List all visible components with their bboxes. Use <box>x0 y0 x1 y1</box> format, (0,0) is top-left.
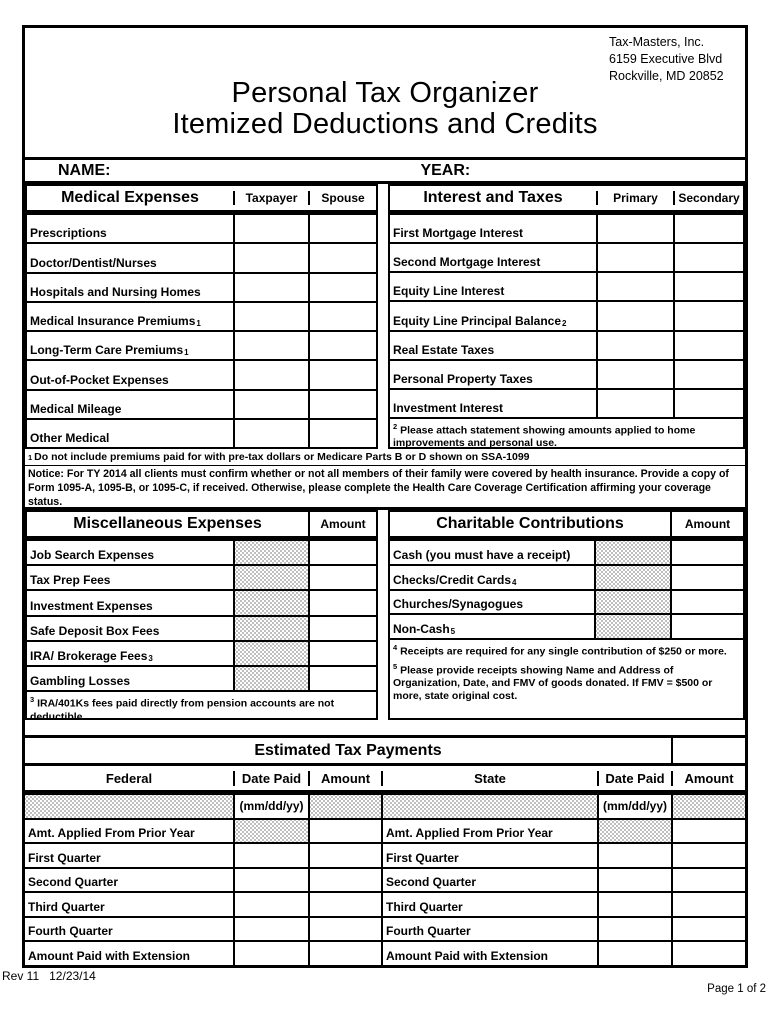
state-date-input-cell[interactable] <box>597 918 671 941</box>
row-label: Job Search Expenses <box>30 548 155 563</box>
row-label: Fourth Quarter <box>28 924 113 939</box>
table-row <box>27 418 376 447</box>
primary-input-cell[interactable] <box>596 390 673 417</box>
federal-column-header: Federal <box>105 770 153 786</box>
row-label: Amt. Applied From Prior Year <box>28 826 195 841</box>
state-date-input-cell[interactable] <box>597 869 671 892</box>
spouse-input-cell[interactable] <box>308 391 376 418</box>
state-date-format: (mm/dd/yy) <box>597 795 671 818</box>
title-line-2: Itemized Deductions and Credits <box>172 108 598 140</box>
row-label: Real Estate Taxes <box>392 342 495 357</box>
row-label: Long-Term Care Premiums $_1$ <box>30 343 189 358</box>
company-name: Tax-Masters, Inc. <box>609 35 705 49</box>
medical-expenses-table <box>25 184 378 449</box>
secondary-input-cell[interactable] <box>673 215 743 242</box>
spouse-input-cell[interactable] <box>308 420 376 447</box>
table-gap <box>378 510 388 720</box>
taxpayer-input-cell[interactable] <box>233 215 308 242</box>
state-amount-input-cell[interactable] <box>671 918 745 941</box>
banner-empty-cell <box>671 738 745 763</box>
shaded-cell <box>597 820 671 843</box>
amount-input-cell[interactable] <box>670 566 743 589</box>
row-label: Third Quarter <box>381 893 597 916</box>
row-label: Investment Interest <box>392 400 504 415</box>
federal-date-input-cell[interactable] <box>233 844 308 867</box>
table-row <box>25 867 745 892</box>
interest-title: Interest and Taxes <box>423 189 563 206</box>
primary-input-cell[interactable] <box>596 273 673 300</box>
table-row <box>27 389 376 418</box>
row-label: Amt. Applied From Prior Year <box>381 820 597 843</box>
amount-input-cell[interactable] <box>308 642 376 665</box>
spouse-input-cell[interactable] <box>308 274 376 301</box>
spouse-input-cell[interactable] <box>308 361 376 388</box>
state-date-paid-header: Date Paid <box>597 771 671 786</box>
form-header <box>25 28 745 160</box>
table-row <box>27 589 376 614</box>
secondary-input-cell[interactable] <box>673 361 743 388</box>
table-row <box>27 665 376 690</box>
health-coverage-notice: Notice: For TY 2014 all clients must confirm whether or not all members of their family were covered by health insurance. Provide a copy of Form 1095-A, 1095-B, or 1095-C, if received. Otherwise, please complete the Health Care Coverage Certification affirming your coverage status. <box>25 465 745 510</box>
state-amount-header: Amount <box>671 771 745 786</box>
charitable-contributions-table <box>388 510 745 720</box>
medical-title: Medical Expenses <box>61 189 199 206</box>
federal-amount-input-cell[interactable] <box>308 918 381 941</box>
table-row <box>27 359 376 388</box>
table-row <box>25 891 745 916</box>
row-label: Amount Paid with Extension <box>381 942 597 965</box>
row-label: Prescriptions <box>30 226 107 241</box>
revision-label: Rev 11 12/23/14 <box>2 969 96 983</box>
federal-date-paid-header: Date Paid <box>233 771 308 786</box>
row-label: Tax Prep Fees <box>30 573 111 588</box>
row-label: First Quarter <box>28 850 101 865</box>
shaded-cell <box>233 566 308 589</box>
table-row <box>390 613 743 638</box>
primary-input-cell[interactable] <box>596 302 673 329</box>
taxpayer-input-cell[interactable] <box>233 391 308 418</box>
medical-footnote: 1 Do not include premiums paid for with pre-tax dollars or Medicare Parts B or D shown on SSA-1099 <box>28 451 530 463</box>
amount-input-cell[interactable] <box>308 566 376 589</box>
row-label: Equity Line Interest <box>392 284 505 299</box>
name-input-area[interactable] <box>110 160 420 181</box>
row-label: Checks/Credit Cards $_4$ <box>392 572 517 587</box>
amount-input-cell[interactable] <box>308 591 376 614</box>
table-row <box>27 564 376 589</box>
amount-input-cell[interactable] <box>670 541 743 564</box>
row-label: Medical Insurance Premiums $_1$ <box>30 314 201 328</box>
state-amount-input-cell[interactable] <box>671 820 745 843</box>
secondary-input-cell[interactable] <box>673 332 743 359</box>
year-input-area[interactable] <box>470 160 745 181</box>
row-label: Other Medical <box>30 431 110 445</box>
shaded-cell <box>233 642 308 665</box>
shaded-cell <box>233 541 308 564</box>
shaded-cell <box>594 615 670 638</box>
row-label: First Mortgage Interest <box>392 226 524 241</box>
taxpayer-input-cell[interactable] <box>233 303 308 330</box>
taxpayer-column-header: Taxpayer <box>233 191 308 205</box>
misc-amount-column-header: Amount <box>308 512 376 536</box>
shaded-cell <box>381 795 597 818</box>
misc-header <box>27 512 376 539</box>
shaded-cell <box>233 667 308 690</box>
year-label: YEAR: <box>420 161 471 179</box>
charitable-title: Charitable Contributions <box>436 515 624 532</box>
shaded-cell <box>594 541 670 564</box>
row-label: Second Mortgage Interest <box>392 255 541 270</box>
row-label: Second Quarter <box>28 875 119 890</box>
taxpayer-input-cell[interactable] <box>233 420 308 447</box>
primary-input-cell[interactable] <box>596 244 673 271</box>
row-label: Fourth Quarter <box>381 918 597 941</box>
shaded-cell <box>671 795 745 818</box>
interest-footnote: $^2$ Please attach statement showing amounts applied to home improvements and personal use. <box>390 417 743 447</box>
company-city: Rockville, MD 20852 <box>609 69 724 83</box>
table-row <box>390 539 743 564</box>
spouse-column-header: Spouse <box>308 191 376 205</box>
table-row <box>390 242 743 271</box>
charitable-footnotes <box>390 638 743 718</box>
table-row <box>27 213 376 242</box>
shaded-cell <box>233 617 308 640</box>
table-row <box>390 564 743 589</box>
federal-date-input-cell[interactable] <box>233 918 308 941</box>
table-row <box>27 301 376 330</box>
medical-header <box>27 186 376 213</box>
spouse-input-cell[interactable] <box>308 332 376 359</box>
row-label: Safe Deposit Box Fees <box>30 623 160 638</box>
table-row <box>390 589 743 614</box>
table-row <box>390 359 743 388</box>
charitable-amount-column-header: Amount <box>670 512 743 536</box>
shaded-cell <box>233 820 308 843</box>
amount-input-cell[interactable] <box>308 667 376 690</box>
table-row <box>27 330 376 359</box>
row-label: Third Quarter <box>28 899 105 914</box>
row-label: Investment Expenses <box>30 598 153 613</box>
row-label: Second Quarter <box>381 869 597 892</box>
row-label: Personal Property Taxes <box>392 371 533 386</box>
taxpayer-input-cell[interactable] <box>233 332 308 359</box>
state-date-input-cell[interactable] <box>597 942 671 965</box>
federal-date-input-cell[interactable] <box>233 893 308 916</box>
row-label: Equity Line Principal Balance $_2$ <box>392 313 567 328</box>
taxpayer-input-cell[interactable] <box>233 244 308 271</box>
row-label: IRA/ Brokerage Fees $_3$ <box>30 648 153 663</box>
primary-input-cell[interactable] <box>596 332 673 359</box>
shaded-cell <box>594 591 670 614</box>
federal-date-format: (mm/dd/yy) <box>233 795 308 818</box>
table-row <box>25 940 745 965</box>
estimated-column-headers <box>25 766 745 793</box>
charitable-footnote-4: $^4$ Receipts are required for any single contribution of $250 or more. <box>392 643 727 658</box>
table-row <box>390 271 743 300</box>
row-label: Doctor/Dentist/Nurses <box>30 255 157 270</box>
section-misc-charitable <box>25 510 745 723</box>
taxpayer-input-cell[interactable] <box>233 361 308 388</box>
table-row <box>390 330 743 359</box>
row-label: Cash (you must have a receipt) <box>392 547 571 562</box>
row-label: Out-of-Pocket Expenses <box>30 372 169 387</box>
estimated-banner <box>25 738 745 766</box>
state-amount-input-cell[interactable] <box>671 869 745 892</box>
spouse-input-cell[interactable] <box>308 303 376 330</box>
secondary-input-cell[interactable] <box>673 390 743 417</box>
row-label: Churches/Synagogues <box>392 597 524 612</box>
date-format-row <box>25 793 745 818</box>
company-street: 6159 Executive Blvd <box>609 52 723 66</box>
state-column-header: State <box>381 771 597 786</box>
charitable-footnote-5: $^5$ Please provide receipts showing Name and Address of Organization, Date, and FMV of goods donated. If FMV = $500 or more, state original cost. <box>392 661 713 702</box>
table-row <box>390 300 743 329</box>
interest-taxes-table <box>388 184 745 449</box>
secondary-input-cell[interactable] <box>673 302 743 329</box>
state-date-input-cell[interactable] <box>597 844 671 867</box>
secondary-input-cell[interactable] <box>673 273 743 300</box>
primary-input-cell[interactable] <box>596 215 673 242</box>
federal-amount-input-cell[interactable] <box>308 820 381 843</box>
shaded-cell <box>594 566 670 589</box>
secondary-column-header: Secondary <box>673 191 743 205</box>
shaded-cell <box>308 795 381 818</box>
amount-input-cell[interactable] <box>308 617 376 640</box>
table-row <box>390 213 743 242</box>
name-year-row <box>25 160 745 184</box>
row-label: First Quarter <box>381 844 597 867</box>
federal-amount-input-cell[interactable] <box>308 893 381 916</box>
table-row <box>27 640 376 665</box>
table-gap <box>378 184 388 449</box>
row-label: Amount Paid with Extension <box>28 949 191 964</box>
primary-input-cell[interactable] <box>596 361 673 388</box>
shaded-cell <box>233 591 308 614</box>
misc-footnote: $^3$ IRA/401Ks fees paid directly from pension accounts are not deductible. <box>27 690 376 718</box>
federal-amount-header: Amount <box>308 771 381 786</box>
table-row <box>27 242 376 271</box>
federal-date-input-cell[interactable] <box>233 869 308 892</box>
table-row <box>25 818 745 843</box>
row-label: Medical Mileage <box>30 401 122 416</box>
title-line-1: Personal Tax Organizer <box>231 77 539 109</box>
state-amount-input-cell[interactable] <box>671 844 745 867</box>
table-row <box>27 615 376 640</box>
state-date-input-cell[interactable] <box>597 893 671 916</box>
name-label: NAME: <box>58 161 111 179</box>
federal-amount-input-cell[interactable] <box>308 869 381 892</box>
state-amount-input-cell[interactable] <box>671 893 745 916</box>
form-container <box>22 25 748 968</box>
table-row <box>27 272 376 301</box>
shaded-cell <box>25 795 233 818</box>
section-medical-interest <box>25 184 745 449</box>
secondary-input-cell[interactable] <box>673 244 743 271</box>
misc-title: Miscellaneous Expenses <box>73 515 262 532</box>
row-label: Hospitals and Nursing Homes <box>30 284 201 299</box>
charitable-header <box>390 512 743 539</box>
row-label: Gambling Losses <box>30 674 131 689</box>
interest-header <box>390 186 743 213</box>
page-title <box>25 78 745 140</box>
estimated-title: Estimated Tax Payments <box>254 741 442 759</box>
table-row <box>25 916 745 941</box>
page-number: Page 1 of 2 <box>707 983 766 995</box>
amount-input-cell[interactable] <box>670 591 743 614</box>
row-label: Non-Cash $_5$ <box>392 622 456 636</box>
spouse-input-cell[interactable] <box>308 215 376 242</box>
primary-column-header: Primary <box>596 191 673 205</box>
miscellaneous-expenses-table <box>25 510 378 723</box>
spouse-input-cell[interactable] <box>308 244 376 271</box>
federal-amount-input-cell[interactable] <box>308 942 381 965</box>
federal-date-input-cell[interactable] <box>233 942 308 965</box>
estimated-tax-payments-table <box>25 735 745 965</box>
table-row <box>25 842 745 867</box>
amount-input-cell[interactable] <box>670 615 743 638</box>
federal-amount-input-cell[interactable] <box>308 844 381 867</box>
state-amount-input-cell[interactable] <box>671 942 745 965</box>
section-gap <box>25 720 745 735</box>
amount-input-cell[interactable] <box>308 541 376 564</box>
table-row <box>27 539 376 564</box>
taxpayer-input-cell[interactable] <box>233 274 308 301</box>
table-row <box>390 388 743 417</box>
